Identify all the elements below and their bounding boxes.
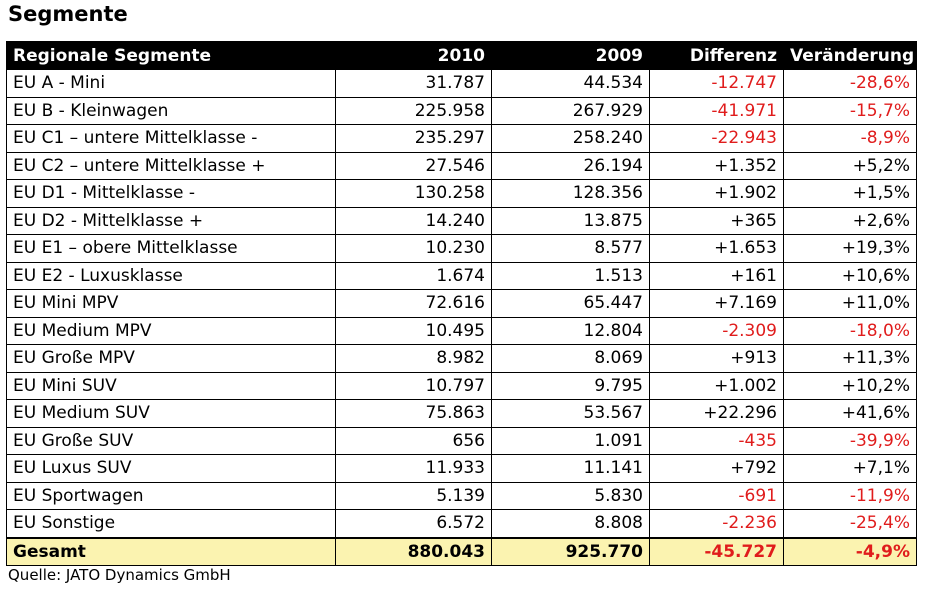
segment-cell: EU D1 - Mittelklasse - [7,180,336,208]
value-2009-cell: 1.513 [492,262,650,290]
difference-cell: -691 [650,482,784,510]
change-cell: -15,7% [784,97,917,125]
table-row [7,70,917,98]
change-cell: -8,9% [784,125,917,153]
value-2009-cell: 8.069 [492,345,650,373]
change-cell: +41,6% [784,400,917,428]
header-2009: 2009 [492,42,650,70]
value-2010-cell: 225.958 [336,97,492,125]
change-cell: -39,9% [784,427,917,455]
table-row [7,125,917,153]
segment-cell: EU Sonstige [7,510,336,538]
segment-cell: EU Große MPV [7,345,336,373]
header-difference: Differenz [650,42,784,70]
change-cell: +2,6% [784,207,917,235]
value-2010-cell: 656 [336,427,492,455]
value-2010-cell: 10.230 [336,235,492,263]
table-row [7,207,917,235]
value-2010-cell: 11.933 [336,455,492,483]
segment-cell: EU C2 – untere Mittelklasse + [7,152,336,180]
value-2009-cell: 12.804 [492,317,650,345]
segment-cell: EU Sportwagen [7,482,336,510]
change-cell: -25,4% [784,510,917,538]
page-title: Segmente [8,2,128,26]
value-2010-cell: 27.546 [336,152,492,180]
difference-cell: +1.653 [650,235,784,263]
table-row [7,345,917,373]
value-2010-cell: 72.616 [336,290,492,318]
difference-cell: -435 [650,427,784,455]
value-2009-cell: 44.534 [492,70,650,98]
difference-cell: +22.296 [650,400,784,428]
total-row [7,538,917,566]
value-2010-cell: 235.297 [336,125,492,153]
change-cell: -4,9% [784,538,917,566]
table-row [7,97,917,125]
value-2010-cell: 31.787 [336,70,492,98]
table-header-row [7,42,917,70]
segment-cell: EU C1 – untere Mittelklasse - [7,125,336,153]
difference-cell: +792 [650,455,784,483]
change-cell: +10,2% [784,372,917,400]
header-2010: 2010 [336,42,492,70]
change-cell: +7,1% [784,455,917,483]
value-2009-cell: 258.240 [492,125,650,153]
difference-cell: -22.943 [650,125,784,153]
difference-cell: +913 [650,345,784,373]
value-2010-cell: 6.572 [336,510,492,538]
value-2010-cell: 880.043 [336,538,492,566]
change-cell: +19,3% [784,235,917,263]
change-cell: -18,0% [784,317,917,345]
segment-cell: EU Mini SUV [7,372,336,400]
difference-cell: +7.169 [650,290,784,318]
value-2009-cell: 9.795 [492,372,650,400]
change-cell: +11,0% [784,290,917,318]
value-2009-cell: 65.447 [492,290,650,318]
value-2009-cell: 1.091 [492,427,650,455]
value-2009-cell: 128.356 [492,180,650,208]
table-row [7,482,917,510]
value-2009-cell: 26.194 [492,152,650,180]
value-2010-cell: 10.797 [336,372,492,400]
change-cell: +5,2% [784,152,917,180]
value-2010-cell: 1.674 [336,262,492,290]
segment-cell: EU B - Kleinwagen [7,97,336,125]
table-row [7,400,917,428]
value-2010-cell: 10.495 [336,317,492,345]
value-2009-cell: 11.141 [492,455,650,483]
difference-cell: -12.747 [650,70,784,98]
difference-cell: -41.971 [650,97,784,125]
value-2009-cell: 8.808 [492,510,650,538]
value-2010-cell: 8.982 [336,345,492,373]
segment-cell: EU Mini MPV [7,290,336,318]
difference-cell: -45.727 [650,538,784,566]
difference-cell: +1.352 [650,152,784,180]
segment-cell: Gesamt [7,538,336,566]
segment-cell: EU D2 - Mittelklasse + [7,207,336,235]
difference-cell: +365 [650,207,784,235]
value-2009-cell: 925.770 [492,538,650,566]
segment-cell: EU Medium SUV [7,400,336,428]
difference-cell: +1.902 [650,180,784,208]
table-row [7,262,917,290]
table-row [7,455,917,483]
table-row [7,317,917,345]
value-2010-cell: 14.240 [336,207,492,235]
value-2009-cell: 53.567 [492,400,650,428]
segment-cell: EU A - Mini [7,70,336,98]
header-segment: Regionale Segmente [7,42,336,70]
table-row [7,152,917,180]
table-row [7,372,917,400]
difference-cell: +1.002 [650,372,784,400]
table-row [7,510,917,538]
difference-cell: +161 [650,262,784,290]
value-2010-cell: 75.863 [336,400,492,428]
change-cell: +11,3% [784,345,917,373]
change-cell: -11,9% [784,482,917,510]
change-cell: +1,5% [784,180,917,208]
difference-cell: -2.309 [650,317,784,345]
value-2009-cell: 8.577 [492,235,650,263]
value-2009-cell: 267.929 [492,97,650,125]
difference-cell: -2.236 [650,510,784,538]
segment-cell: EU Medium MPV [7,317,336,345]
change-cell: -28,6% [784,70,917,98]
segment-cell: EU Große SUV [7,427,336,455]
value-2010-cell: 130.258 [336,180,492,208]
change-cell: +10,6% [784,262,917,290]
header-change: Veränderung [784,42,917,70]
value-2010-cell: 5.139 [336,482,492,510]
table-row [7,427,917,455]
table-row [7,290,917,318]
table-row [7,180,917,208]
value-2009-cell: 5.830 [492,482,650,510]
segments-table [6,41,917,566]
source-note: Quelle: JATO Dynamics GmbH [8,566,231,584]
table-row [7,235,917,263]
value-2009-cell: 13.875 [492,207,650,235]
segment-cell: EU E2 - Luxusklasse [7,262,336,290]
segment-cell: EU Luxus SUV [7,455,336,483]
segment-cell: EU E1 – obere Mittelklasse [7,235,336,263]
